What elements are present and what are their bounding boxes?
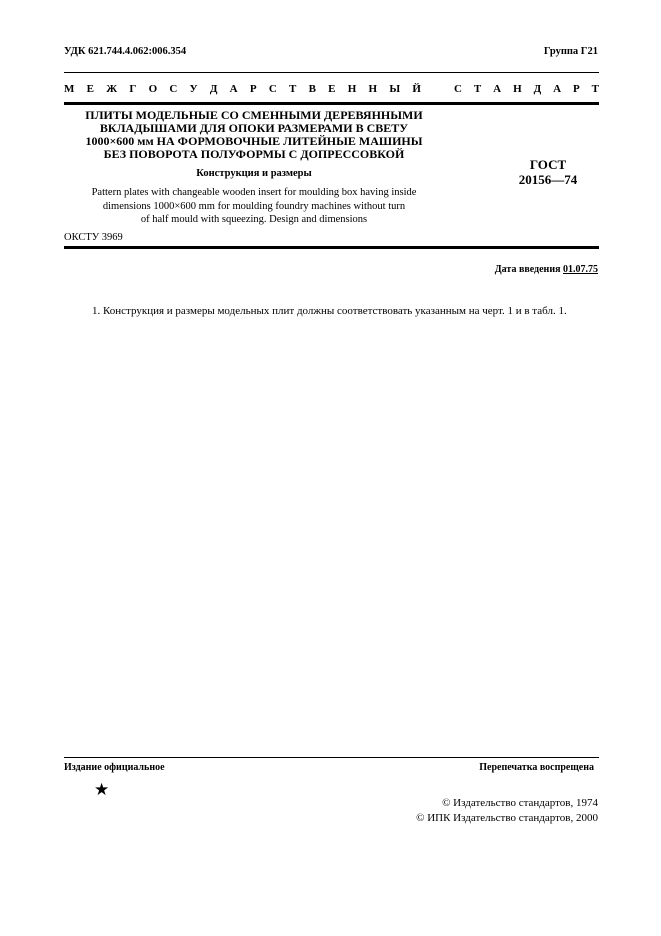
banner-letter: Е [86,83,94,95]
paragraph-1: 1. Конструкция и размеры модельных плит должны соответствовать указанным на черт. 1 и в табл. 1. [92,305,567,317]
gost-designation [478,157,618,187]
udk-code: УДК 621.744.4.062:006.354 [64,46,187,57]
date-value: 01.07.75 [563,264,598,275]
banner-letter: Т [289,83,297,95]
header-bottom-rule [64,246,599,249]
reprint-prohibited-label: Перепечатка воспрещена [479,762,594,773]
copyright-line-2: © ИПК Издательство стандартов, 2000 [416,812,598,824]
banner-word-standard [454,83,599,95]
okstu-code: ОКСТУ 3969 [64,232,123,243]
banner-letter: С [454,83,462,95]
banner-word-interstate [64,83,421,95]
banner-letter: А [553,83,562,95]
title-en-line: of half mould with squeezing. Design and dimensions [140,214,368,225]
date-label: Дата введения [494,264,561,275]
title-line: 1000×600 мм НА ФОРМОВОЧНЫЕ ЛИТЕЙНЫЕ МАШИНЫ [85,134,423,148]
banner-letter: С [169,83,178,95]
banner-letter: Ы [389,83,401,95]
group-code: Группа Г21 [543,46,598,57]
banner-letter: Н [513,83,522,95]
banner-letter: Г [129,83,137,95]
title-line: ПЛИТЫ МОДЕЛЬНЫЕ СО СМЕННЫМИ ДЕРЕВЯННЫМИ [85,108,423,122]
title-en-line: Pattern plates with changeable wooden insert for moulding box having inside [91,187,417,198]
banner-letter: Н [368,83,378,95]
title-en-line: dimensions 1000×600 mm for moulding foundry machines without turn [102,200,406,212]
star-icon: ★ [94,780,110,799]
banner-letter: Ж [106,83,118,95]
banner-letter: Т [473,83,482,95]
footer-rule [64,757,599,758]
banner-letter: Д [533,83,542,95]
standard-banner [64,83,599,95]
document-title-en [64,186,444,227]
banner-letter: М [64,83,75,95]
banner-letter: О [148,83,158,95]
banner-letter: В [308,83,316,95]
banner-letter: Д [209,83,218,95]
banner-letter: А [229,83,238,95]
banner-letter: Н [347,83,357,95]
top-rule [64,72,599,73]
banner-letter: Е [328,83,336,95]
banner-rule [64,102,599,105]
banner-letter: У [189,83,198,95]
banner-letter: Р [572,83,580,95]
copyright-line-1: © Издательство стандартов, 1974 [442,797,598,809]
title-line: ВКЛАДЫШАМИ ДЛЯ ОПОКИ РАЗМЕРАМИ В СВЕТУ [99,121,409,135]
subtitle-ru: Конструкция и размеры [196,168,312,179]
banner-letter: А [493,83,502,95]
gost-number: 20156—74 [518,172,578,187]
banner-letter: С [268,83,277,95]
gost-label: ГОСТ [529,157,567,172]
official-edition-label: Издание официальное [64,762,165,773]
document-title-ru [64,109,444,161]
banner-letter: Т [591,83,599,95]
banner-letter: Р [249,83,257,95]
introduction-date [495,264,598,275]
title-line: БЕЗ ПОВОРОТА ПОЛУФОРМЫ С ДОПРЕССОВКОЙ [103,147,405,161]
banner-letter: Й [412,83,421,95]
